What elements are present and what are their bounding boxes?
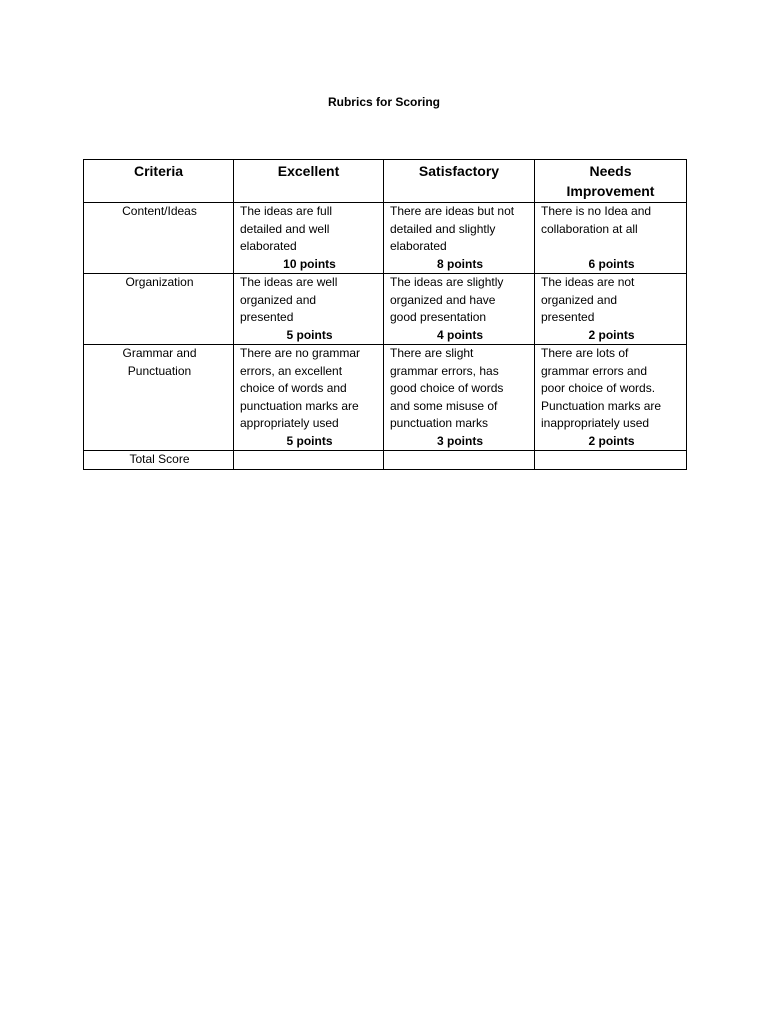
description-line: good choice of words <box>390 381 504 395</box>
needs-improvement-cell <box>535 203 687 274</box>
description-line: Punctuation marks are <box>541 398 662 413</box>
table-row <box>84 203 687 274</box>
table-row <box>84 274 687 345</box>
description-line: punctuation marks <box>390 416 489 430</box>
description-line: inappropriately used <box>541 416 650 430</box>
description-line: and some misuse of <box>390 398 498 413</box>
criteria-label: Punctuation <box>127 363 192 378</box>
points-label: 2 points <box>588 327 635 342</box>
description-line: presented <box>240 310 294 324</box>
description-line: punctuation marks are <box>240 398 359 413</box>
description-line: errors, an excellent <box>240 363 343 378</box>
description-line: There is no Idea and <box>541 204 652 218</box>
criteria-cell <box>84 345 234 451</box>
description-line: appropriately used <box>240 416 339 430</box>
description-line: good presentation <box>390 310 487 324</box>
description-line: poor choice of words. <box>541 381 656 395</box>
total-needs-improvement-cell <box>535 451 687 470</box>
points-label: 10 points <box>283 256 336 271</box>
table-row <box>84 345 687 451</box>
description-line: grammar errors and <box>541 363 648 378</box>
criteria-cell <box>84 274 234 345</box>
page-title: Rubrics for Scoring <box>327 95 440 109</box>
description-line: grammar errors, has <box>390 363 499 378</box>
criteria-label: Content/Ideas <box>122 204 197 218</box>
criteria-cell <box>84 203 234 274</box>
total-score-label: Total Score <box>84 451 234 470</box>
description-line: There are slight <box>390 346 474 360</box>
description-line: The ideas are not <box>541 275 635 289</box>
points-label: 3 points <box>436 433 483 448</box>
total-row <box>84 451 687 470</box>
excellent-cell <box>234 274 384 345</box>
satisfactory-cell <box>384 345 535 451</box>
criteria-label: Organization <box>125 275 194 289</box>
description-line: There are no grammar <box>240 346 361 360</box>
header-needs-improvement <box>535 160 687 203</box>
header-needs-improvement-line: Needs <box>589 163 632 179</box>
satisfactory-cell <box>384 274 535 345</box>
header-needs-improvement-line: Improvement <box>566 183 655 199</box>
needs-improvement-cell <box>535 274 687 345</box>
header-row <box>84 160 687 203</box>
excellent-cell <box>234 345 384 451</box>
description-line: detailed and slightly <box>390 221 496 236</box>
points-label: 8 points <box>436 256 483 271</box>
description-line: detailed and well <box>240 221 330 236</box>
header-criteria: Criteria <box>84 160 234 203</box>
points-label: 4 points <box>436 327 483 342</box>
description-line: organized and have <box>390 292 496 307</box>
satisfactory-cell <box>384 203 535 274</box>
description-line: There are lots of <box>541 346 629 360</box>
header-satisfactory: Satisfactory <box>384 160 535 203</box>
description-line: organized and <box>240 292 317 307</box>
needs-improvement-cell <box>535 345 687 451</box>
rubric-table <box>83 159 687 470</box>
description-line: The ideas are well <box>240 275 338 289</box>
description-line: choice of words and <box>240 381 347 395</box>
description-line: elaborated <box>390 239 447 253</box>
description-line: There are ideas but not <box>390 204 515 218</box>
points-label: 6 points <box>588 256 635 271</box>
description-line: elaborated <box>240 239 297 253</box>
description-line: organized and <box>541 292 618 307</box>
total-excellent-cell <box>234 451 384 470</box>
description-line: presented <box>541 310 595 324</box>
description-line <box>541 238 682 256</box>
header-excellent: Excellent <box>234 160 384 203</box>
total-satisfactory-cell <box>384 451 535 470</box>
description-line: The ideas are slightly <box>390 275 504 289</box>
description-line: collaboration at all <box>541 221 638 236</box>
points-label: 2 points <box>588 433 635 448</box>
description-line: The ideas are full <box>240 204 333 218</box>
excellent-cell <box>234 203 384 274</box>
criteria-label: Grammar and <box>122 346 197 360</box>
points-label: 5 points <box>286 327 333 342</box>
points-label: 5 points <box>286 433 333 448</box>
